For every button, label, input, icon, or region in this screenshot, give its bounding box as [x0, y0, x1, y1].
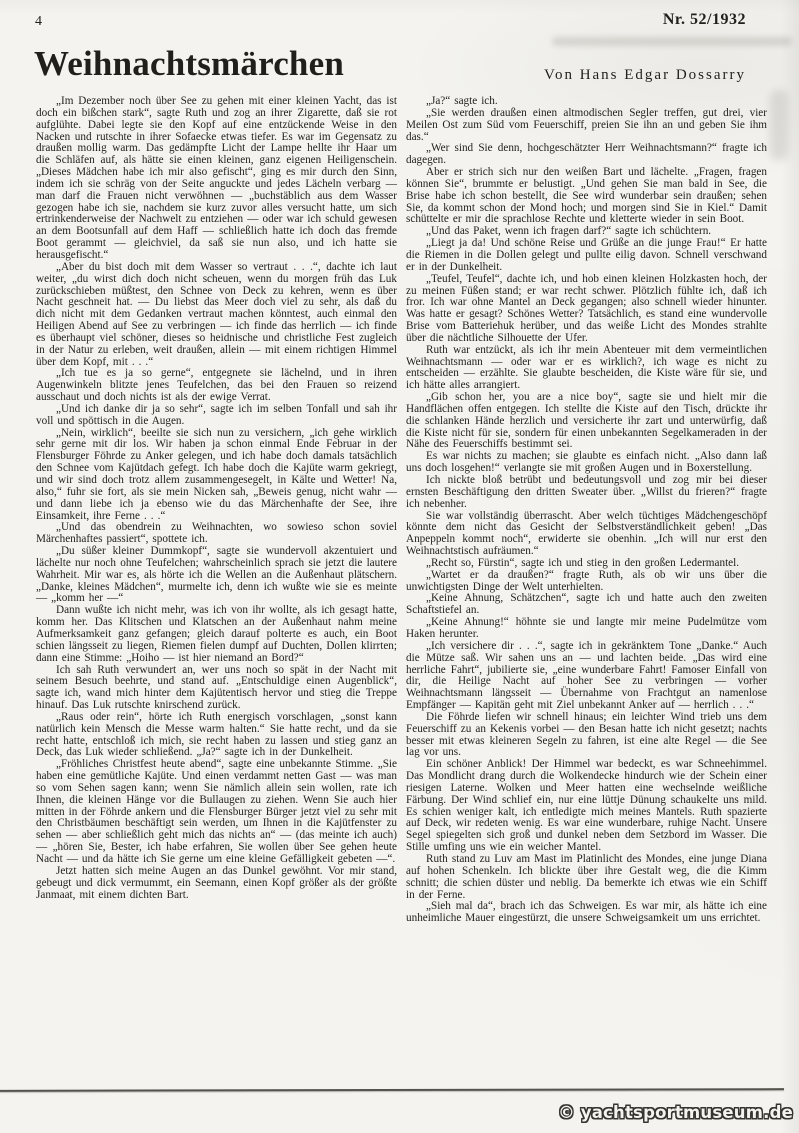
paragraph: Ich nickte bloß betrübt und bedeutungsvoll und zog mir bei dieser ernsten Beschäftigung den dritten Sweater über. „Willst du frieren?“ fragte ich nebenher. [406, 474, 767, 510]
paragraph: „Und ich danke dir ja so sehr“, sagte ich im selben Tonfall und sah ihr voll und spöttisch in die Augen. [36, 402, 397, 427]
paragraph: Dann wußte ich nicht mehr, was ich von ihr wollte, als ich gesagt hatte, komm her. Das Klitschen und Klatschen an der Außenhaut nahm meine Aufmerksamkeit ganz gefangen; gleich darauf polterte es auch, ein Boot schien längsseit zu liegen, Riemen fielen dumpf auf Duchten, Dollen klirrten; dann eine Stimme: „Hoiho — ist hier niemand an Bord?“ [36, 604, 397, 664]
paragraph: Es war nichts zu machen; sie glaubte es einfach nicht. „Also dann laß uns doch losgehen!“ verlangte sie mit großen Augen und in Boxerstellung. [406, 450, 767, 475]
paragraph: Sie war vollständig überrascht. Aber welch tüchtiges Mädchengeschöpf könnte dem nicht das Gesicht der Selbstverständlichkeit geben! „Das Anpeppeln kommt noch“, erwiderte sie obenhin. „Ich will nur erst den Weihnachtstisch aufräumen.“ [406, 509, 767, 558]
paragraph: Ein schöner Anblick! Der Himmel war bedeckt, es war Schneehimmel. Das Mondlicht drang durch die Wolkendecke hindurch wie der Schein einer riesigen Laterne. Wolken und Meer hatten eine wechselnde weißliche Färbung. Der Wind schlief ein, nur eine lüttje Dünung schaukelte uns mild. Es schien weniger kalt, ich entledigte mich meines Mantels. Ruth spazierte auf Deck, wir redeten wenig. Es war eine wunderbare, ruhige Nacht. Unsere Segel spiegelten sich groß und dunkel neben dem Setzbord im Wasser. Die Stille umfing uns wie ein weicher Mantel. [406, 758, 767, 854]
right-column [406, 96, 767, 925]
paragraph: „Keine Ahnung, Schätzchen“, sagte ich und hatte auch den zweiten Schaftstiefel an. [406, 592, 767, 617]
article-body [36, 96, 767, 925]
paragraph: „Keine Ahnung!“ höhnte sie und langte mir meine Pudelmütze vom Haken herunter. [406, 616, 767, 640]
paragraph: Aber er strich sich nur den weißen Bart und lächelte. „Fragen, fragen können Sie“, brummte er belustigt. „Und gehen Sie man bald in See, die Brise habe ich schon bestellt, die See wird wunderbar sein draußen; sehen Sie, da kommt schon der Mond hoch; und morgen sind Sie in Kiel.“ Damit schüttelte er mir die sprachlose Rechte und kletterte wieder in sein Boot. [406, 166, 767, 226]
left-column [36, 96, 397, 925]
issue-number: Nr. 52/1932 [662, 11, 746, 28]
paragraph: Ruth war entzückt, als ich ihr mein Abenteuer mit dem vermeintlichen Weihnachtsmann — oder war er es wirklich?, ich wage es nicht zu entscheiden — erzählte. Sie glaubte bescheiden, die Kiste wäre für sie, und ich hätte alles arrangiert. [406, 343, 767, 392]
article-title: Weihnachtsmärchen [34, 44, 344, 83]
paragraph: „Wer sind Sie denn, hochgeschätzter Herr Weihnachtsmann?“ fragte ich dagegen. [406, 142, 767, 167]
paragraph: Die Föhrde liefen wir schnell hinaus; ein leichter Wind trieb uns dem Feuerschiff zu an Kekenis vorbei — den Besan hatte ich nicht gesetzt; nachts besser mit etwas kleineren Segeln zu fahren, ist eine alte Regel — die See lag vor uns. [406, 710, 767, 759]
paragraph: „Wartet er da draußen?“ fragte Ruth, als ob wir uns über die unwichtigsten Dinge der Welt unterhielten. [406, 568, 767, 593]
scan-artifact [770, 90, 788, 160]
paragraph: „Du süßer kleiner Dummkopf“, sagte sie wundervoll akzentuiert und lächelte nur noch ohne Teufelchen; wahrscheinlich sprach sie jetzt die lautere Wahrheit. Mir war es, als hörte ich die Wellen an die Außenhaut plätschern. „Danke, kleines Mädchen“, murmelte ich, denn ich wußte wie sie es meinte — „komm her —“ [36, 545, 397, 605]
paragraph: „Liegt ja da! Und schöne Reise und Grüße an die junge Frau!“ Er hatte die Riemen in die Dollen gelegt und pullte eilig davon. Schnell verschwand er in der Dunkelheit. [406, 237, 767, 273]
paragraph: „Fröhliches Christfest heute abend“, sagte eine unbekannte Stimme. „Sie haben eine gemütliche Kajüte. Und einen verdammt netten Gast — was man so vom Sehen sagen kann; wenn Sie nämlich allein sein wollen, rate ich Ihnen, die kleinen Hänge vor die Bullaugen zu ziehen. Wenn Sie auch hier mitten in der Föhrde ankern und die Flensburger Bürger jetzt viel zu sehr mit den Christbäumen beschäftigt sein werden, um Ihnen in die Kajütfenster zu sehen — aber schließlich geht mich das nichts an“ — (das meinte ich auch) — „hören Sie, Bester, ich habe erfahren, Sie wollen über See gehen heute Nacht — und da hätte ich Sie gerne um eine kleine Gefälligkeit gebeten —“. [36, 758, 397, 865]
paragraph: „Sie werden draußen einen altmodischen Segler treffen, gut drei, vier Meilen Ost zum Süd vom Feuerschiff, preien Sie ihn an und geben Sie ihm das.“ [406, 106, 767, 143]
paragraph: Jetzt hatten sich meine Augen an das Dunkel gewöhnt. Vor mir stand, gebeugt und dick vermummt, ein Seemann, einen Kopf größer als der größte Janmaat, mit einem dichten Bart. [36, 864, 397, 901]
paragraph: „Raus oder rein“, hörte ich Ruth energisch vorschlagen, „sonst kann natürlich kein Mensch die Messe warm halten.“ Sie hatte recht, und da sie recht hatte, entschloß ich mich, sie recht haben zu lassen und stieg ganz an Deck, das Luk wieder schließend. „Ja?“ sagte ich in der Dunkelheit. [36, 710, 397, 759]
paragraph: „Ich tue es ja so gerne“, entgegnete sie lächelnd, und in ihren Augenwinkeln blitzte jenes Teufelchen, das bei den Frauen so reizend ausschaut und doch nichts ist als der ewige Verrat. [36, 367, 397, 404]
watermark: © yachtsportmuseum.de [558, 1103, 793, 1122]
paragraph: Ruth stand zu Luv am Mast im Platinlicht des Mondes, eine junge Diana auf hohen Schenkeln. Ich blickte über ihre Gestalt weg, die die Kimm schnitt; die schien düster und neblig. Da bemerkte ich etwas wie ein Schiff in der Ferne. [406, 853, 767, 901]
paragraph: „Teufel, Teufel“, dachte ich, und hob einen kleinen Holzkasten hoch, der zu meinen Füßen stand; er war recht schwer. Plötzlich fühlte ich, daß ich fror. Ich war ohne Mantel an Deck gegangen; also schnell wieder hinunter. Was hatte er gesagt? Schönes Wetter? Tatsächlich, es stand eine wundervolle Brise vom Batteriehuk herüber, und das weiße Licht des Mondes strahlte über die nächtliche Silhouette der Ufer. [406, 272, 767, 344]
paragraph: „Ich versichere dir . . .“, sagte ich in gekränktem Tone „Danke.“ Auch die Mütze saß. Wir sahen uns an — und lachten beide. „Das wird eine herrliche Fahrt“, jubilierte sie, „eine wunderbare Fahrt! Famoser Einfall von dir, die Heilige Nacht auf hoher See zu verbringen — vorher Weihnachtsmann längsseit — Übernahme von Frachtgut an namenlose Empfänger — Kapitän geht mit Ziel unbekannt Anker auf — herrlich . . .“ [406, 639, 767, 712]
paragraph: „Im Dezember noch über See zu gehen mit einer kleinen Yacht, das ist doch ein bißchen stark“, sagte Ruth und zog an ihrer Zigarette, daß sie rot aufglühte. Dabei legte sie den Kopf auf eine entzückende Weise in den Nacken und rutschte in ihrer Sofaecke etwas tiefer. Es war im Gegensatz zu draußen mollig warm. Das gedämpfte Licht der Lampe hellte ihr Haar um die Schläfen auf, als hätte sie einen kleinen, ganz eigenen Heiligenschein. „Dieses Mädchen habe ich mir also gefischt“, ging es mir durch den Sinn, indem ich sie schräg von der Seite anguckte und jedes Lächeln verbarg — man darf die Frauen nicht verwöhnen — „buchstäblich aus dem Wasser gezogen habe ich sie, nachdem sie kurz zuvor alles versucht hatte, um sich ertrinkenderweise der Nachwelt zu entziehen — oder war ich schuld gewesen an dem Bootsunfall auf dem Haff — schließlich hatte ich doch das fremde Boot gerammt — gleichviel, da saß sie nun also, und ich hatte sie herausgefischt.“ [36, 95, 397, 261]
article-byline: Von Hans Edgar Dossarry [544, 67, 746, 83]
paragraph: „Sieh mal da“, brach ich das Schweigen. Es war mir, als hätte ich eine unheimliche Mauer eingestürzt, die unsere Schweigsamkeit um uns errichtet. [406, 900, 767, 925]
paragraph: „Ja?“ sagte ich. [426, 95, 498, 107]
paragraph: „Recht so, Fürstin“, sagte ich und stieg in den großen Ledermantel. [426, 556, 740, 569]
scan-artifact [552, 37, 792, 46]
paragraph: „Aber du bist doch mit dem Wasser so vertraut . . .“, dachte ich laut weiter, „du wirst dich doch nicht scheuen, wenn du morgen früh das Luk zurückschieben müßtest, den Schnee von Deck zu kehren, wenn es über Nacht geschneit hat. — Du liebst das Meer doch viel zu sehr, als daß du dich nicht mit dem Gedanken vertraut machen könntest, auch einmal den Heiligen Abend auf See zu verbringen — ich finde das herrlich — ich finde es überhaupt viel schöner, dieses so heidnische und christliche Fest zugleich in der Natur zu erleben, weit draußen, allein — mit einem richtigen Himmel über dem Kopf, mit . . .“ [36, 260, 397, 368]
paragraph: „Nein, wirklich“, beeilte sie sich nun zu versichern, „ich gehe wirklich sehr gerne mit dir los. Wir haben ja schon einmal Ende Februar in der Flensburger Föhrde zu Anker gelegen, und ich habe doch damals tatsächlich den Schnee vom Kajütdach gefegt. Ich habe doch die Kajüte warm gekriegt, und wir sind doch trotz allem zusammengesegelt, in Kälte und Wetter! Na, also,“ fuhr sie fort, als sie mein Nicken sah, „Beweis genug, nicht wahr — und dann liebe ich ja ebenso wie du das Märchenhafte der See, ihre Einsamkeit, ihre Ferne . . .“ [36, 426, 397, 522]
paragraph: „Und das obendrein zu Weihnachten, wo sowieso schon soviel Märchenhaftes passiert“, spottete ich. [36, 521, 397, 546]
paragraph: „Gib schon her, you are a nice boy“, sagte sie und hielt mir die Handflächen offen entgegen. Ich stellte die Kiste auf den Tisch, drückte ihr die schlanken Hände herzlich und versicherte ihr zart und unterwürfig, daß die Kiste nicht für sie, sondern für einen unbekannten Segelkameraden in der Nähe des Feuerschiffs bestimmt sei. [406, 391, 767, 451]
page-number: 4 [35, 14, 42, 29]
bottom-divider [0, 1088, 784, 1092]
paragraph: Ich sah Ruth verwundert an, wer uns noch so spät in der Nacht mit seinem Besuch beehrte, und stand auf. „Entschuldige einen Augenblick“, sagte ich, wand mich hinter dem Kajütentisch hervor und stieg die Treppe hinauf. Das Luk rutschte knirschend zurück. [36, 663, 397, 712]
paragraph: „Und das Paket, wenn ich fragen darf?“ sagte ich schüchtern. [426, 225, 712, 238]
